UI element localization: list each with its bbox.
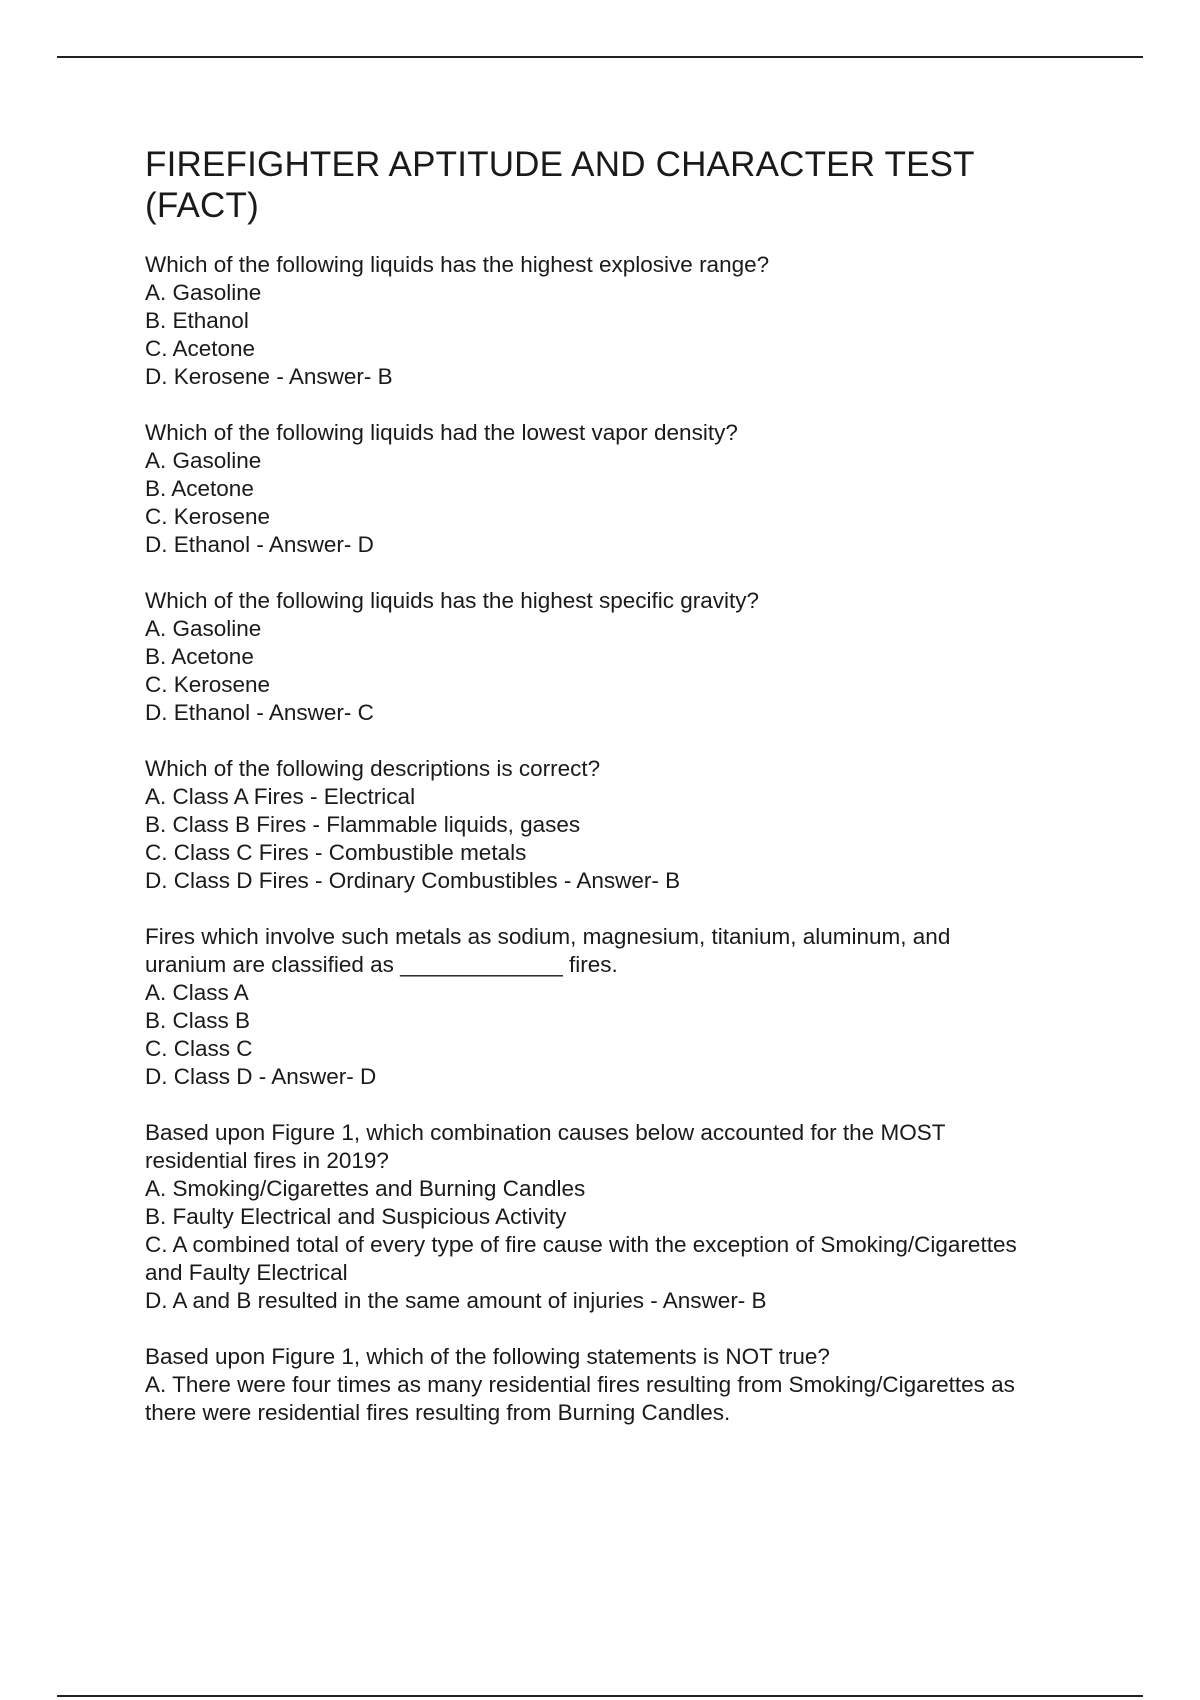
question-7-option-a-line-1: A. There were four times as many residential fires resulting from Smoking/Cigarettes as (145, 1372, 1015, 1397)
question-5-text-line-1: Fires which involve such metals as sodium, magnesium, titanium, aluminum, and (145, 924, 951, 949)
question-4-option-a: A. Class A Fires - Electrical (145, 784, 416, 809)
question-4-text: Which of the following descriptions is correct? (145, 756, 601, 781)
question-2-option-d-answer: D. Ethanol - Answer- D (145, 532, 374, 557)
question-1-option-b: B. Ethanol (145, 308, 249, 333)
question-7-option-a-line-2: there were residential fires resulting from Burning Candles. (145, 1400, 731, 1425)
question-4 (145, 755, 1105, 895)
question-3-option-b: B. Acetone (145, 644, 254, 669)
title-line-2: (FACT) (145, 186, 259, 225)
question-2-option-a: A. Gasoline (145, 448, 262, 473)
question-3-option-c: C. Kerosene (145, 672, 271, 697)
question-4-option-d-answer: D. Class D Fires - Ordinary Combustibles - Answer- B (145, 868, 681, 893)
question-6-option-b: B. Faulty Electrical and Suspicious Activity (145, 1204, 567, 1229)
question-6-text-line-2: residential fires in 2019? (145, 1148, 389, 1173)
question-1-option-c: C. Acetone (145, 336, 256, 361)
question-2 (145, 419, 1105, 559)
question-5-text-line-2: uranium are classified as _____________ fires. (145, 952, 618, 977)
question-1-option-a: A. Gasoline (145, 280, 262, 305)
question-3 (145, 587, 1105, 727)
question-6 (145, 1119, 1105, 1315)
question-5-option-c: C. Class C (145, 1036, 253, 1061)
bottom-rule (57, 1695, 1143, 1697)
question-2-option-c: C. Kerosene (145, 504, 271, 529)
question-3-option-a: A. Gasoline (145, 616, 262, 641)
question-1-option-d-answer: D. Kerosene - Answer- B (145, 364, 393, 389)
question-6-text-line-1: Based upon Figure 1, which combination causes below accounted for the MOST (145, 1120, 946, 1145)
question-6-option-c-line-1: C. A combined total of every type of fire cause with the exception of Smoking/Cigarettes (145, 1232, 1017, 1257)
question-5-option-d-answer: D. Class D - Answer- D (145, 1064, 377, 1089)
question-4-option-c: C. Class C Fires - Combustible metals (145, 840, 527, 865)
question-7-text: Based upon Figure 1, which of the following statements is NOT true? (145, 1344, 830, 1369)
document-body (145, 144, 1105, 1455)
question-5-option-b: B. Class B (145, 1008, 251, 1033)
question-1-text: Which of the following liquids has the highest explosive range? (145, 252, 770, 277)
question-3-text: Which of the following liquids has the highest specific gravity? (145, 588, 760, 613)
question-6-option-c-line-2: and Faulty Electrical (145, 1260, 348, 1285)
question-2-option-b: B. Acetone (145, 476, 254, 501)
question-7 (145, 1343, 1105, 1427)
question-6-option-a: A. Smoking/Cigarettes and Burning Candles (145, 1176, 586, 1201)
title-line-1: FIREFIGHTER APTITUDE AND CHARACTER TEST (145, 145, 975, 184)
question-5 (145, 923, 1105, 1091)
question-5-option-a: A. Class A (145, 980, 249, 1005)
question-6-option-d-answer: D. A and B resulted in the same amount of injuries - Answer- B (145, 1288, 767, 1313)
question-3-option-d-answer: D. Ethanol - Answer- C (145, 700, 374, 725)
document-title (145, 144, 1105, 226)
top-rule (57, 56, 1143, 58)
question-2-text: Which of the following liquids had the lowest vapor density? (145, 420, 738, 445)
question-4-option-b: B. Class B Fires - Flammable liquids, gases (145, 812, 581, 837)
question-1 (145, 251, 1105, 391)
